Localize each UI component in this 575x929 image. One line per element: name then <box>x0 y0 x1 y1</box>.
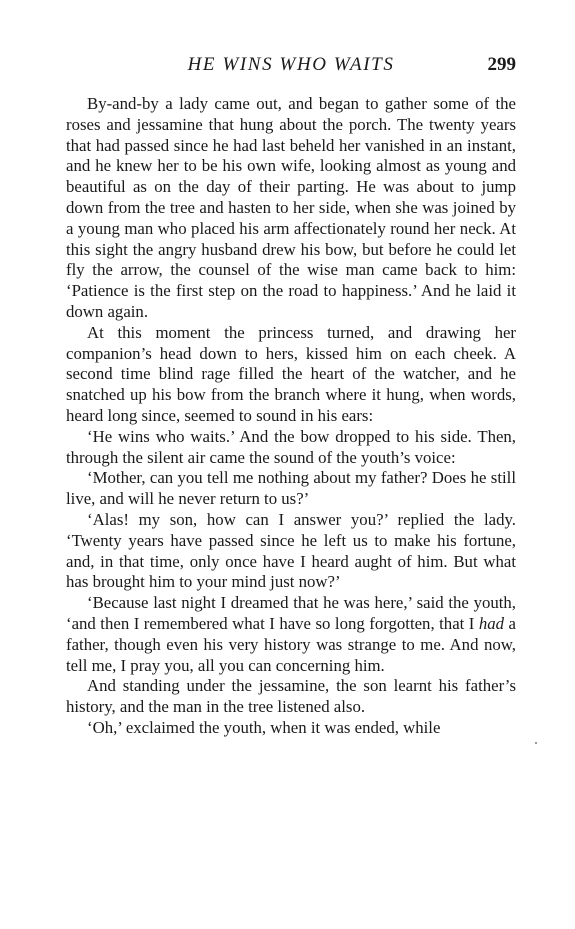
paragraph-6 <box>66 593 516 676</box>
page-number: 299 <box>487 54 516 75</box>
paragraph-3: ‘He wins who waits.’ And the bow dropped to his side. Then, through the silent air came the sound of the youth’s voice: <box>66 426 516 467</box>
paragraph-2: At this moment the princess turned, and drawing her companion’s head down to hers, kissed him on each cheek. A second time blind rage filled the heart of the watcher, and he snatched up his bow from the branch where it hung, when words, heard long since, seemed to sound in his ears: <box>66 322 516 425</box>
body-text <box>66 94 516 739</box>
running-header <box>66 52 516 78</box>
paragraph-8: ‘Oh,’ exclaimed the youth, when it was ended, while <box>87 717 441 737</box>
paragraph-6-text-after: a father, though even his very history was strange to me. And now, tell me, I pray you, all you can concerning him. <box>66 613 516 675</box>
running-title: HE WINS WHO WAITS <box>187 54 395 75</box>
paragraph-6-text-before: ‘Because last night I dreamed that he was here,’ said the youth, ‘and then I remembered what I have so long forgotten, that I <box>66 593 516 633</box>
paragraph-7: And standing under the jessamine, the son learnt his father’s history, and the man in the tree listened also. <box>66 676 516 717</box>
paragraph-1: By-and-by a lady came out, and began to gather some of the roses and jessamine that hung about the porch. The twenty years that had passed since he had last beheld her vanished in an instant, and he knew her to be his own wife, looking almost as young and beautiful as on the day of their parting. He was about to jump down from the tree and hasten to her side, when she was joined by a young man who placed his arm affectionately round her neck. At this sight the angry husband drew his bow, but before he could let fly the arrow, the counsel of the wise man came back to him: ‘Patience is the first step on the road to happiness.’ And he laid it down again. <box>66 94 516 321</box>
print-speck <box>535 742 537 744</box>
paragraph-4: ‘Mother, can you tell me nothing about my father? Does he still live, and will he never return to us?’ <box>66 468 516 509</box>
emphasized-word: had <box>478 613 505 633</box>
paragraph-5: ‘Alas! my son, how can I answer you?’ replied the lady. ‘Twenty years have passed since he left us to make his fortune, and, in that time, only once have I heard aught of him. But what has brought him to your mind just now?’ <box>66 509 516 592</box>
